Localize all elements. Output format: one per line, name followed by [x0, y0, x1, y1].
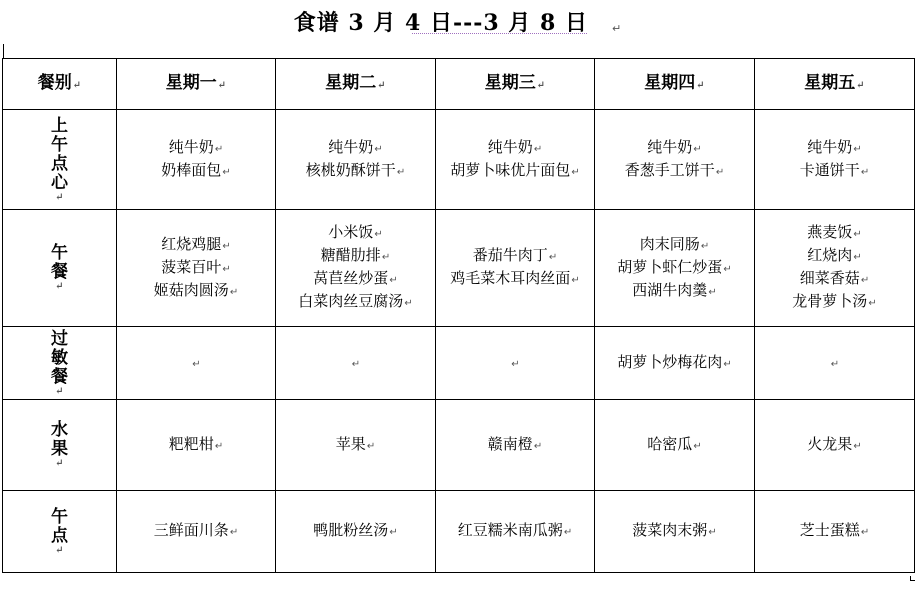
table-header-row — [3, 59, 915, 110]
menu-item: 红烧肉↵ — [807, 246, 862, 264]
menu-item: 细菜香菇↵ — [799, 269, 870, 287]
row-header-char: 心 — [51, 172, 68, 193]
menu-item: 卡通饼干↵ — [799, 160, 870, 179]
menu-item: 赣南橙↵ — [487, 434, 543, 453]
menu-cell — [755, 491, 915, 573]
menu-cell — [436, 327, 595, 400]
row-header-char: 午 — [51, 243, 68, 263]
menu-item: 莴苣丝炒蛋↵ — [313, 269, 398, 287]
menu-item: 香葱手工饼干↵ — [624, 160, 725, 179]
menu-body — [3, 110, 915, 573]
menu-item: 纯牛奶↵ — [168, 137, 224, 156]
menu-item: 胡萝卜味优片面包↵ — [450, 160, 580, 179]
menu-item: 菠菜百叶↵ — [161, 257, 231, 276]
menu-cell — [436, 491, 595, 573]
paragraph-mark-icon: ↵ — [55, 281, 64, 292]
paragraph-mark-icon: ↵ — [55, 385, 64, 397]
title-text: 食谱 3 月 4 日---3 月 8 日 — [293, 10, 589, 36]
row-header-char: 水 — [51, 420, 68, 440]
menu-table — [2, 58, 915, 573]
paragraph-mark-icon: ↵ — [351, 358, 361, 370]
row-header-char: 餐 — [51, 262, 68, 282]
menu-item: 核桃奶酥饼干↵ — [305, 160, 406, 179]
row-header-char: 敏 — [51, 347, 68, 368]
menu-item: 白菜肉丝豆腐汤↵ — [298, 292, 413, 310]
table-row — [3, 110, 915, 210]
menu-cell — [276, 400, 436, 491]
menu-item: 西湖牛肉羹↵ — [632, 280, 717, 299]
menu-item: 纯牛奶↵ — [328, 137, 383, 156]
menu-item: 番茄牛肉丁↵ — [472, 246, 558, 264]
menu-cell — [117, 491, 276, 573]
row-header-cell — [3, 210, 117, 327]
table-row — [3, 400, 915, 491]
row-header-char: 点 — [51, 525, 68, 546]
paragraph-mark-icon: ↵ — [192, 358, 201, 370]
menu-item: 胡萝卜炒梅花肉↵ — [617, 352, 732, 371]
row-header-cell — [3, 327, 117, 400]
menu-item: 小米饭↵ — [328, 223, 383, 241]
menu-item: 姬菇肉圆汤↵ — [153, 280, 239, 299]
page-corner-mark — [910, 576, 915, 581]
header-day: 星期三↵ — [436, 59, 595, 110]
menu-cell — [436, 110, 595, 210]
menu-item: 纯牛奶↵ — [807, 137, 862, 156]
menu-cell — [595, 210, 755, 327]
row-header-char: 餐 — [51, 366, 68, 387]
menu-item: 火龙果↵ — [807, 434, 862, 453]
header-meal: 餐别↵ — [3, 59, 117, 110]
menu-cell — [276, 210, 436, 327]
margin-marker — [3, 44, 4, 58]
menu-cell — [117, 327, 276, 400]
header-day: 星期二↵ — [276, 59, 436, 110]
menu-cell — [117, 210, 276, 327]
paragraph-mark-icon: ↵ — [612, 22, 623, 35]
menu-cell — [755, 210, 915, 327]
row-header-char: 午 — [51, 134, 68, 155]
menu-cell — [595, 327, 755, 400]
menu-item: 菠菜肉末粥↵ — [632, 521, 717, 539]
menu-item: 奶棒面包↵ — [161, 160, 231, 179]
row-header-cell — [3, 110, 117, 210]
table-row — [3, 210, 915, 327]
menu-item: 胡萝卜虾仁炒蛋↵ — [617, 257, 732, 276]
menu-item: 哈密瓜↵ — [647, 434, 702, 453]
menu-cell — [117, 400, 276, 491]
menu-cell — [755, 400, 915, 491]
row-header-cell — [3, 400, 117, 491]
menu-item: 三鲜面川条↵ — [153, 521, 239, 539]
paragraph-mark-icon: ↵ — [55, 191, 64, 203]
paragraph-mark-icon: ↵ — [55, 544, 64, 556]
menu-cell — [595, 110, 755, 210]
menu-item: 鸭肶粉丝汤↵ — [313, 521, 398, 539]
menu-cell — [117, 110, 276, 210]
menu-cell — [595, 400, 755, 491]
header-day: 星期一↵ — [117, 59, 276, 110]
menu-cell — [595, 491, 755, 573]
row-header-char: 果 — [51, 439, 68, 459]
paragraph-mark-icon: ↵ — [830, 358, 840, 370]
menu-item: 粑粑柑↵ — [168, 434, 224, 453]
menu-item: 芝士蛋糕↵ — [799, 521, 870, 539]
menu-item: 红烧鸡腿↵ — [161, 234, 231, 253]
menu-cell — [276, 110, 436, 210]
row-header-cell — [3, 491, 117, 573]
header-day: 星期四↵ — [595, 59, 755, 110]
menu-item: 龙骨萝卜汤↵ — [792, 292, 877, 310]
menu-item: 红豆糯米南瓜粥↵ — [457, 521, 573, 539]
row-header-char: 午 — [51, 506, 68, 527]
menu-item: 糖醋肋排↵ — [320, 246, 391, 264]
row-header-char: 过 — [51, 328, 68, 349]
header-day: 星期五↵ — [755, 59, 915, 110]
menu-item: 纯牛奶↵ — [647, 137, 702, 156]
paragraph-mark-icon: ↵ — [511, 358, 520, 370]
menu-cell — [436, 210, 595, 327]
menu-cell — [276, 491, 436, 573]
menu-item: 燕麦饭↵ — [807, 223, 862, 241]
row-header-char: 点 — [51, 153, 68, 174]
row-header-char: 上 — [51, 115, 68, 136]
menu-item: 鸡毛菜木耳肉丝面↵ — [450, 269, 580, 287]
menu-item: 苹果↵ — [335, 434, 376, 453]
menu-cell — [755, 110, 915, 210]
table-row — [3, 327, 915, 400]
spellcheck-underline — [412, 33, 587, 34]
menu-cell — [276, 327, 436, 400]
table-row — [3, 491, 915, 573]
paragraph-mark-icon: ↵ — [55, 458, 64, 469]
menu-item: 肉末同肠↵ — [639, 234, 710, 253]
menu-item: 纯牛奶↵ — [487, 137, 543, 156]
menu-cell — [755, 327, 915, 400]
menu-cell — [436, 400, 595, 491]
